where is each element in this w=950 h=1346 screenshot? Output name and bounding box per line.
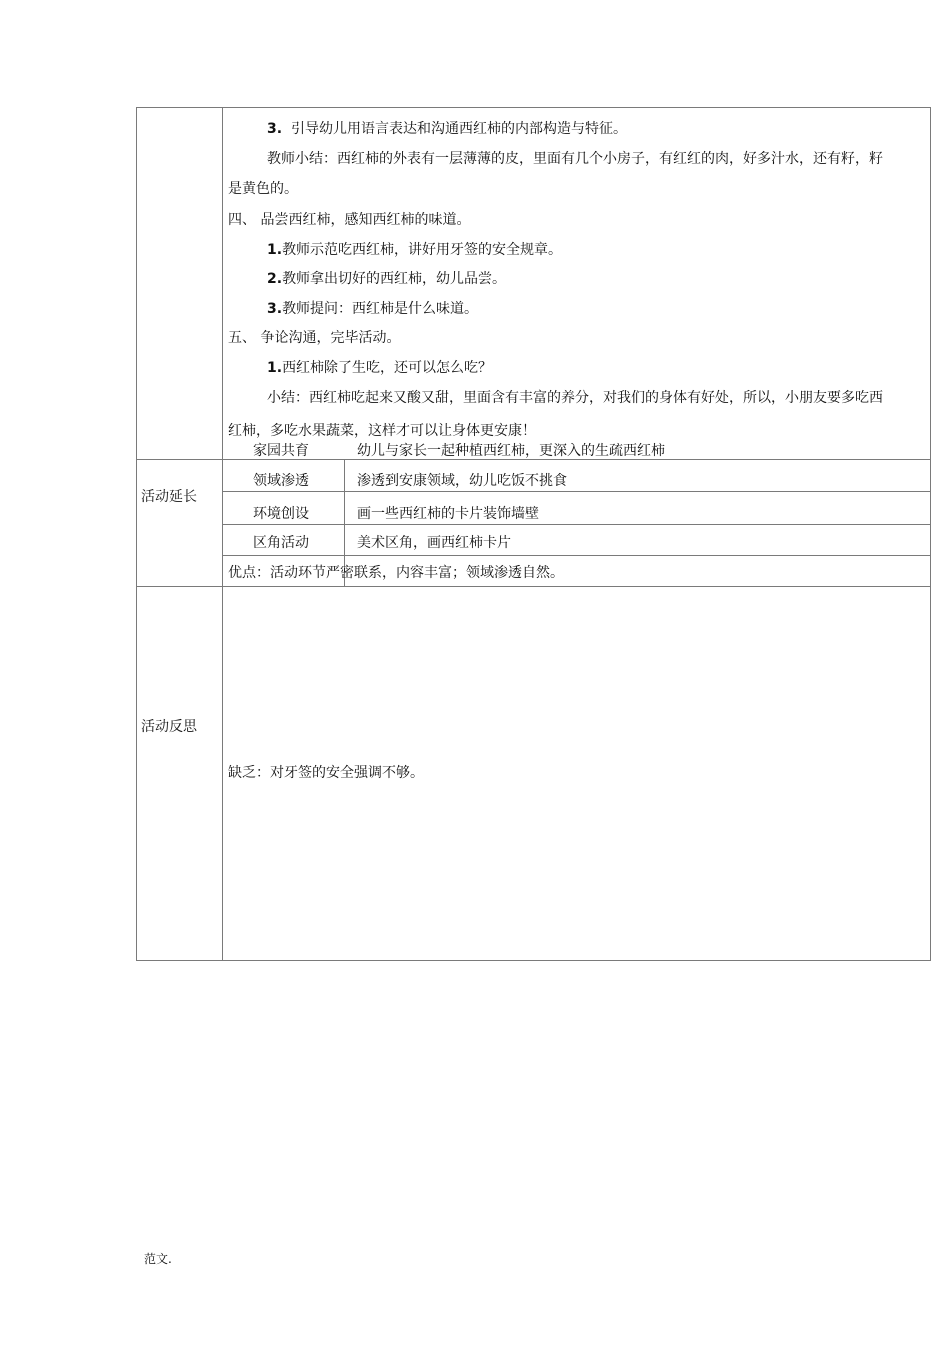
- divider-row-1: [222, 491, 931, 492]
- step-number: 2.: [267, 271, 283, 287]
- divider-row-2: [222, 524, 931, 525]
- table-top-border: [136, 107, 931, 108]
- extension-row-label: 领域渗透: [253, 473, 309, 489]
- step-text: 引导幼儿用语言表达和沟通西红柿的内部构造与特征。: [290, 121, 627, 137]
- reflection-label: 活动反思: [141, 719, 197, 735]
- step-number: 3.: [267, 121, 283, 137]
- extension-row-label: 区角活动: [253, 535, 309, 551]
- shortcoming-text: 缺乏：对牙签的安全强调不够。: [228, 765, 424, 781]
- step-number: 1.: [267, 242, 283, 258]
- section-five-heading: 五、 争论沟通，完毕活动。: [228, 330, 401, 346]
- section-four-heading: 四、 品尝西红柿，感知西红柿的味道。: [228, 212, 471, 228]
- conclusion-line-2: 红柿，多吃水果蔬菜，这样才可以让身体更安康！: [228, 423, 536, 439]
- teacher-summary-line-2: 是黄色的。: [228, 181, 298, 197]
- extension-row-text: 美术区角，画西红柿卡片: [357, 535, 511, 551]
- divider-extension-reflection: [136, 586, 931, 587]
- extension-label: 活动延长: [141, 489, 197, 505]
- footer-text: 范文.: [144, 1252, 172, 1266]
- step-text: 教师拿出切好的西红柿，幼儿品尝。: [282, 271, 507, 287]
- table-left-border: [136, 107, 137, 961]
- extension-row-label: 环境创设: [253, 506, 309, 522]
- step-text: 教师提问：西红柿是什么味道。: [282, 301, 479, 317]
- section-four-step-3: [267, 298, 478, 318]
- merit-text: 优点：活动环节严密联系，内容丰富；领域渗透自然。: [228, 565, 564, 581]
- step-number: 1.: [267, 360, 283, 376]
- step-3-observe: [267, 118, 627, 138]
- teacher-summary-line-1: 教师小结：西红柿的外表有一层薄薄的皮，里面有几个小房子，有红红的肉，好多汁水，还有籽，籽: [267, 151, 883, 167]
- section-five-step-1: [267, 357, 492, 377]
- home-cooperation-label: 家园共育: [253, 443, 309, 459]
- extension-row-text: 画一些西红柿的卡片装饰墙壁: [357, 506, 539, 522]
- section-four-step-2: [267, 268, 506, 288]
- step-text: 教师示范吃西红柿，讲好用牙签的安全规章。: [282, 242, 563, 258]
- label-column-divider: [222, 107, 223, 961]
- table-right-border: [930, 107, 931, 961]
- table-bottom-border: [136, 960, 931, 961]
- divider-row-3: [222, 555, 931, 556]
- section-four-step-1: [267, 239, 562, 259]
- home-cooperation-text: 幼儿与家长一起种植西红柿，更深入的生疏西红柿: [357, 443, 665, 459]
- step-text: 西红柿除了生吃，还可以怎么吃？: [282, 360, 493, 376]
- step-number: 3.: [267, 301, 283, 317]
- extension-row-text: 渗透到安康领域，幼儿吃饭不挑食: [357, 473, 567, 489]
- conclusion-line-1: 小结：西红柿吃起来又酸又甜，里面含有丰富的养分，对我们的身体有好处，所以，小朋友要多吃西: [267, 390, 883, 406]
